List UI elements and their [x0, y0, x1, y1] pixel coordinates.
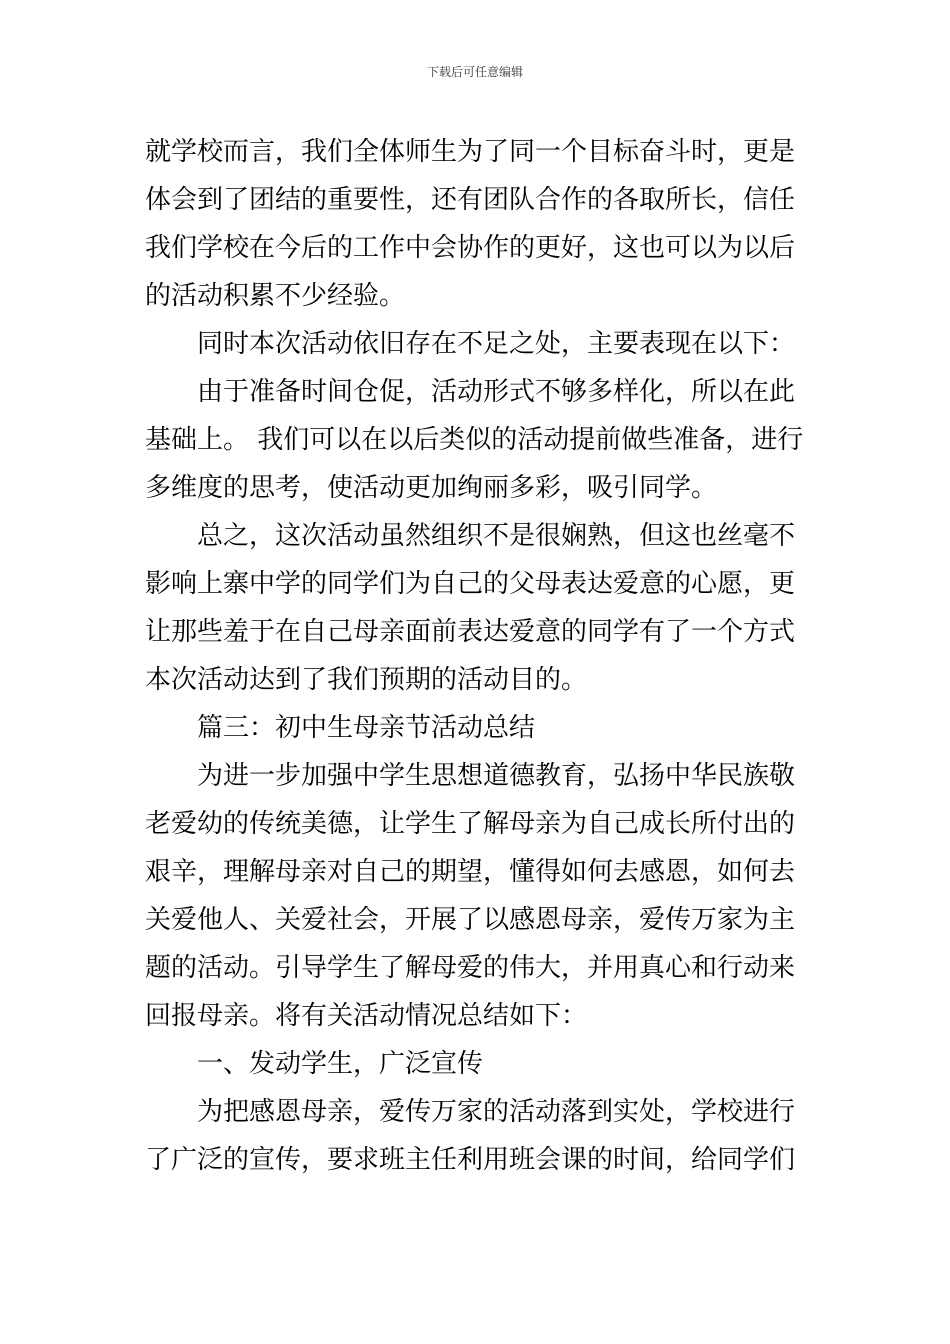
- text-line: 了广泛的宣传，要求班主任利用班会课的时间，给同学们: [145, 1145, 796, 1175]
- section-heading: 篇三：初中生母亲节活动总结: [197, 713, 536, 743]
- text-line: 我们学校在今后的工作中会协作的更好，这也可以为以后: [145, 233, 796, 263]
- text-line: 体会到了团结的重要性，还有团队合作的各取所长，信任: [145, 185, 796, 215]
- text-line: 总之，这次活动虽然组织不是很娴熟，但这也丝毫不: [197, 521, 796, 551]
- text-line: 老爱幼的传统美德，让学生了解母亲为自己成长所付出的: [145, 809, 796, 839]
- document-body: [145, 128, 810, 1184]
- text-line: 题的活动。引导学生了解母爱的伟大，并用真心和行动来: [145, 953, 796, 983]
- text-line: 本次活动达到了我们预期的活动目的。: [145, 665, 588, 695]
- text-line: 关爱他人、关爱社会，开展了以感恩母亲，爱传万家为主: [145, 905, 796, 935]
- page-header: 下载后可任意编辑: [426, 65, 523, 79]
- text-line: 影响上寨中学的同学们为自己的父母表达爱意的心愿，更: [145, 569, 796, 599]
- text-line: 同时本次活动依旧存在不足之处，主要表现在以下：: [197, 329, 796, 359]
- subsection-heading: 一、发动学生，广泛宣传: [197, 1049, 484, 1079]
- text-line: 基础上。 我们可以在以后类似的活动提前做些准备，进行: [145, 425, 804, 455]
- text-line: 为把感恩母亲，爱传万家的活动落到实处，学校进行: [197, 1097, 796, 1127]
- text-line: 的活动积累不少经验。: [145, 281, 406, 311]
- text-line: 就学校而言，我们全体师生为了同一个目标奋斗时，更是: [145, 137, 796, 167]
- text-line: 由于准备时间仓促，活动形式不够多样化，所以在此: [197, 377, 796, 407]
- text-line: 为进一步加强中学生思想道德教育，弘扬中华民族敬: [197, 761, 796, 791]
- text-line: 多维度的思考，使活动更加绚丽多彩，吸引同学。: [145, 473, 718, 503]
- text-line: 让那些羞于在自己母亲面前表达爱意的同学有了一个方式: [145, 617, 796, 647]
- text-line: 回报母亲。将有关活动情况总结如下：: [145, 1001, 588, 1031]
- text-line: 艰辛，理解母亲对自己的期望，懂得如何去感恩，如何去: [145, 857, 796, 887]
